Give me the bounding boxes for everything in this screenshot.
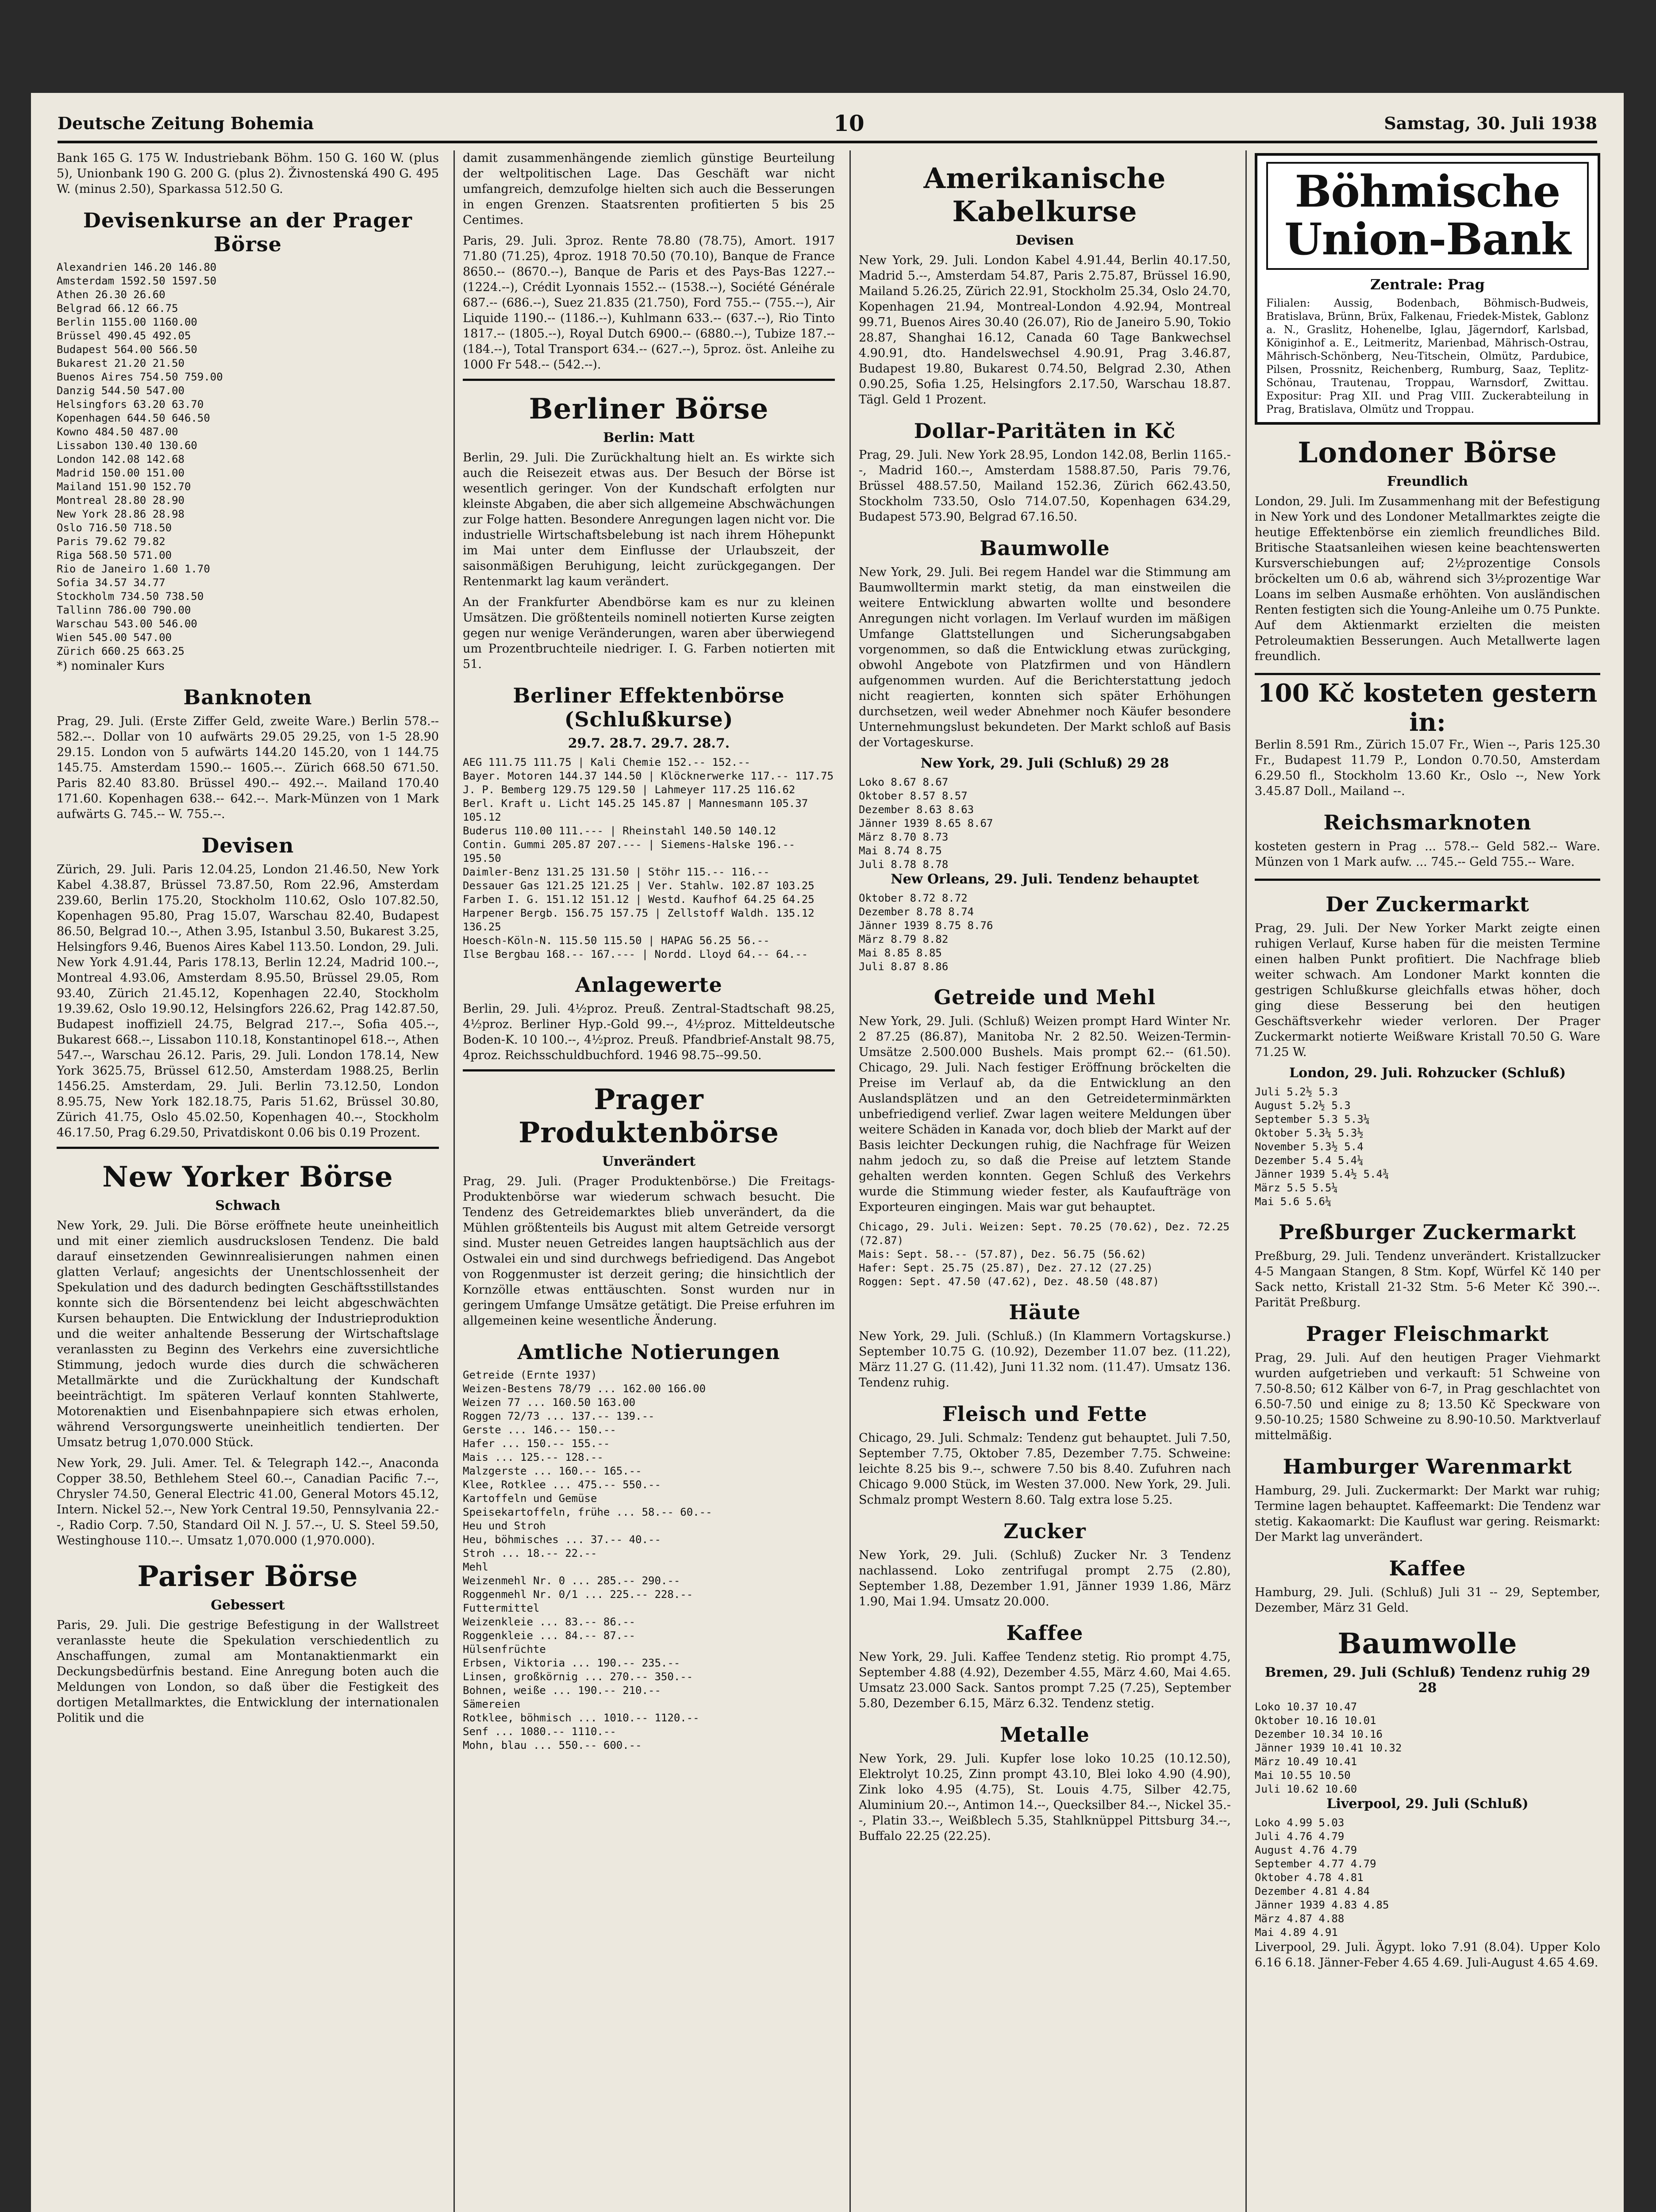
table-row: Oktober 10.16 10.01 (1255, 1714, 1376, 1727)
table-row: Loko 8.67 8.67 (859, 776, 949, 788)
devisen-table (57, 261, 439, 658)
table-row: März 8.70 8.73 (859, 831, 949, 843)
table-row: Warschau 543.00 546.00 (57, 618, 197, 630)
article-text: New York, 29. Juli. Bei regem Handel war die Stimmung am Baumwolltermin markt stetig, da man einstweilen die weitere Entwicklung abwarten wollte und besondere Anregungen nicht vorlagen. Im Verlauf wurden im mäßigen Umfange Glattstellungen und Sicherungsabgaben vorgenommen, so daß die Entwicklung etwas zurückging, obwohl Angebote von Platzfirmen und von Händlern aufgenommen wurden. Auf die Berichterstattung jedoch nicht reagierten, konnten sich später Erhöhungen durchsetzen, weil weder Abnehmer noch Käufer besondere Unternehmungslust bekundeten. Der Markt schloß auf Basis der Vortageskurse. (859, 565, 1231, 749)
ny-cotton-table (859, 776, 1231, 872)
table-row: Sämereien (463, 1698, 521, 1710)
section-subheading: Unverändert (602, 1154, 696, 1169)
table-row: Mai 4.89 4.91 (1255, 1926, 1338, 1939)
bank-branches: Filialen: Aussig, Bodenbach, Böhmisch-Budweis, Bratislava, Brünn, Brüx, Falkenau, Friedek-Mistek, Gablonz a. N., Graslitz, Hohenelbe, Iglau, Jägerndorf, Karlsbad, Königinhof a. E., Leitmeritz, Marienbad, Mährisch-Ostrau, Mährisch-Schönberg, Neu-Titschein, Olmütz, Pardubice, Pilsen, Prossnitz, Reichenberg, Rumburg, Saaz, Teplitz-Schönau, Trautenau, Troppau, Warnsdorf, Zwittau. Expositur: Prag XII. und Prag VIII. Zuckerabteilung in Prag, Bratislava, Olmütz und Troppau. (1266, 297, 1589, 415)
table-row: Mailand 151.90 152.70 (57, 480, 191, 493)
table-row: Harpener Bergb. 156.75 157.75 | Zellstoff Waldh. 135.12 136.25 (463, 907, 815, 933)
article-text: Hamburg, 29. Juli. (Schluß) Juli 31 -- 29, September, Dezember, März 31 Geld. (1255, 1586, 1600, 1615)
section-heading: Der Zuckermarkt (1326, 892, 1529, 916)
article-text: Chicago, 29. Juli. Schmalz: Tendenz gut behauptet. Juli 7.50, September 7.75, Oktober 7.85, Dezember 7.75. Schweine: leichte 8.25 bis 9.--, schwere 7.50 bis 8.40. Zufuhren nach Chicago 9.000 Stück, im Westen 37.000. New York, 29. Juli. Schmalz prompt Western 8.60. Talg extra lose 5.25. (859, 1431, 1231, 1507)
section-subheading: Schwach (215, 1198, 280, 1214)
table-row: Oktober 4.78 4.81 (1255, 1871, 1364, 1884)
table-row: Loko 10.37 10.47 (1255, 1701, 1357, 1713)
table-row: Jänner 1939 8.65 8.67 (859, 817, 993, 830)
table-header: 29.7. 28.7. 29.7. 28.7. (568, 736, 730, 751)
table-row: Paris 79.62 79.82 (57, 535, 165, 548)
table-row: Dezember 4.81 4.84 (1255, 1885, 1370, 1897)
table-row: Roggenmehl Nr. 0/1 ... 225.-- 228.-- (463, 1588, 693, 1601)
article-text: New York, 29. Juli. Kaffee Tendenz stetig. Rio prompt 4.75, September 4.88 (4.92), Dezember 4.55, März 4.60, Mai 4.65. Umsatz 23.000 Sack. Santos prompt 7.25 (7.25), September 5.80, Dezember 6.15, März 6.32. Tendenz stetig. (859, 1650, 1231, 1710)
table-row: Malzgerste ... 160.-- 165.-- (463, 1465, 642, 1477)
table-row: Getreide (Ernte 1937) (463, 1369, 597, 1381)
section-heading: Zucker (1003, 1519, 1086, 1543)
column-1 (49, 150, 447, 2212)
table-row: Madrid 150.00 151.00 (57, 467, 184, 479)
table-row: September 5.3 5.3¼ (1255, 1113, 1370, 1125)
table-row: Juli 4.76 4.79 (1255, 1830, 1345, 1843)
table-row: Kartoffeln und Gemüse (463, 1492, 597, 1505)
table-row: Rotklee, böhmisch ... 1010.-- 1120.-- (463, 1712, 699, 1724)
table-row: Mais ... 125.-- 128.-- (463, 1451, 603, 1463)
newspaper-title: Deutsche Zeitung Bohemia (58, 113, 314, 133)
article-text: Berlin, 29. Juli. Die Zurückhaltung hielt an. Es wirkte sich auch die Reisezeit etwas aus. Der Besuch der Börse ist wesentlich geringer. Von der Kundschaft erfolgten nur kleinste Abgaben, die aber sich allgemeine Abschwächungen zur Folge hatten. Besondere Anregungen lagen nicht vor. Die industrielle Wirtschaftsbelebung ist nach ihrem Höhepunkt im Mai unter dem Einflusse der Urlaubszeit, der saisonmäßigen Beruhigung, leicht zurückgegangen. Der Rentenmarkt lag kaum verändert. (463, 451, 835, 588)
table-row: Futtermittel (463, 1602, 540, 1614)
section-heading: Pariser Börse (137, 1560, 358, 1593)
column-4 (1245, 150, 1608, 2212)
article-text: Prag, 29. Juli. Auf den heutigen Prager Viehmarkt wurden aufgetrieben und verkauft: 51 Schweine von 7.50-8.50; 612 Kälber von 6-7, in Prag geschlachtet von 6.50-7.50 und einige zu 8; 13.50 Kč Speckware von 9.50-10.25; 1580 Schweine zu 8.90-10.50. Marktverlauf mittelmäßig. (1255, 1351, 1600, 1442)
article-text: Prag, 29. Juli. New York 28.95, London 142.08, Berlin 1165.--, Madrid 160.--, Amsterdam 1588.87.50, Paris 79.76, Brüssel 488.57.50, Mailand 152.36, Zürich 662.43.50, Stockholm 733.50, Oslo 714.07.50, Kopenhagen 634.29, Budapest 573.90, Belgrad 67.16.50. (859, 448, 1231, 524)
section-heading: Baumwolle (980, 536, 1110, 560)
table-header: Liverpool, 29. Juli (Schluß) (1326, 1796, 1529, 1812)
table-row: Weizenkleie ... 83.-- 86.-- (463, 1616, 636, 1628)
table-row: Danzig 544.50 547.00 (57, 384, 184, 397)
table-row: Hoesch-Köln-N. 115.50 115.50 | HAPAG 56.25 56.-- (463, 934, 770, 947)
section-heading: Metalle (1000, 1723, 1090, 1747)
article-text: New York, 29. Juli. (Schluß) Zucker Nr. 3 Tendenz nachlassend. Loko zentrifugal prompt 2.75 (2.80), September 1.88, Dezember 1.91, Jänner 1939 1.86, März 1.90, Mai 1.94. Umsatz 20.000. (859, 1548, 1231, 1609)
table-row: Farben I. G. 151.12 151.12 | Westd. Kaufhof 64.25 64.25 (463, 893, 815, 906)
divider (463, 1069, 835, 1071)
table-row: Roggen 72/73 ... 137.-- 139.-- (463, 1410, 655, 1422)
section-heading: Hamburger Warenmarkt (1283, 1455, 1572, 1479)
table-row: Heu und Stroh (463, 1520, 546, 1532)
section-heading: Häute (1009, 1300, 1081, 1324)
table-row: Berl. Kraft u. Licht 145.25 145.87 | Mannesmann 105.37 105.12 (463, 797, 808, 823)
table-row: Kopenhagen 644.50 646.50 (57, 412, 210, 424)
table-row: Speisekartoffeln, frühe ... 58.-- 60.-- (463, 1506, 712, 1518)
table-row: März 5.5 5.5¼ (1255, 1182, 1338, 1194)
section-heading: Anlagewerte (575, 973, 722, 997)
table-row: Weizen 77 ... 160.50 163.00 (463, 1396, 636, 1409)
section-heading: Amtliche Notierungen (517, 1340, 780, 1364)
table-row: Mohn, blau ... 550.-- 600.-- (463, 1739, 642, 1751)
table-row: AEG 111.75 111.75 | Kali Chemie 152.-- 152.-- (463, 756, 751, 768)
table-row: Kowno 484.50 487.00 (57, 426, 178, 438)
section-heading: Berliner Börse (529, 392, 769, 426)
bank-headquarters: Zentrale: Prag (1370, 276, 1485, 293)
section-heading: Devisen (201, 833, 294, 857)
table-row: Dezember 10.34 10.16 (1255, 1728, 1383, 1740)
table-row: Dezember 8.78 8.74 (859, 906, 974, 918)
divider (463, 379, 835, 381)
section-heading: Preßburger Zuckermarkt (1279, 1220, 1576, 1244)
table-row: Roggen: Sept. 47.50 (47.62), Dez. 48.50 (48.87) (859, 1275, 1160, 1288)
table-row: August 5.2½ 5.3 (1255, 1099, 1351, 1112)
article-text: New York, 29. Juli. Die Börse eröffnete heute uneinheitlich und mit einer ziemlich ausdruckslosen Tendenz. Die bald darauf einsetzenden Gewinnrealisierungen nahmen einen glatten Verlauf; angesichts der Unentschlossenheit der Spekulation und des dadurch bedingten Geschäftsstillstandes konnte sich die Börsentendenz bei leicht abgeschwächten Kursen behaupten. Die Entwicklung der Industrieproduktion und die weiter anhaltende Besserung der Wirtschaftslage veranlassten zu Beginn des Verkehrs eine zuversichtliche Stimmung, jedoch wurde dies durch die schwächeren Metallmärkte und die Zurückhaltung der Kundschaft beeinträchtigt. Im späteren Verlauf konnten Stahlwerte, Motorenaktien und Eisenbahnpapiere sich etwas erholen, während Versorgungswerte uneinheitlich tendierten. Der Umsatz betrug 1,070.000 Stück. (57, 1219, 439, 1449)
table-row: Athen 26.30 26.60 (57, 288, 165, 301)
table-row: London 142.08 142.68 (57, 453, 184, 465)
article-text: New York, 29. Juli. London Kabel 4.91.44, Berlin 40.17.50, Madrid 5.--, Amsterdam 54.87, Paris 2.75.87, Brüssel 16.90, Mailand 5.26.25, Zürich 22.91, Stockholm 25.34, Oslo 24.70, Kopenhagen 21.94, Montreal-London 4.92.94, Montreal 99.71, Buenos Aires 30.40 (26.07), Rio de Janeiro 5.90, Tokio 28.87, Shanghai 16.12, Canada 60 Tage Bankwechsel 4.90.91, dto. Handelswechsel 4.90.91, Prag 3.46.87, Budapest 19.80, Bukarest 0.74.50, Belgrad 2.30, Athen 0.90.25, Sofia 1.25, Helsingfors 2.17.50, Warschau 18.87. Tägl. Geld 1 Prozent. (859, 253, 1231, 407)
section-subheading: Gebessert (211, 1598, 285, 1613)
table-row: Riga 568.50 571.00 (57, 549, 172, 561)
amtlich-table (463, 1368, 835, 1752)
article-text: Bank 165 G. 175 W. Industriebank Böhm. 150 G. 160 W. (plus 5), Unionbank 190 G. 200 G. (plus 2). Živnostenská 490 G. 495 W. (minus 2.50), Sparkassa 512.50 G. (57, 151, 439, 196)
section-heading: Londoner Börse (1298, 436, 1557, 469)
table-row: Juli 8.78 8.78 (859, 858, 949, 871)
table-row: Mehl (463, 1561, 488, 1573)
issue-date: Samstag, 30. Juli 1938 (1384, 113, 1597, 133)
table-row: Budapest 564.00 566.50 (57, 343, 197, 356)
table-row: Juli 5.2½ 5.3 (1255, 1086, 1338, 1098)
table-row: Mai 8.85 8.85 (859, 947, 942, 959)
article-text: Paris, 29. Juli. Die gestrige Befestigung in der Wallstreet veranlasste heute die Spekulation verschiedentlich zu Anschaffungen, zumal am Montanaktienmarkt ein Deckungsbedürfnis bestand. Eine Anregung boten auch die Meldungen von London, so daß über die Festigkeit des dortigen Metallmarktes, die Entwicklung der internationalen Politik und die (57, 1618, 439, 1725)
article-text: damit zusammenhängende ziemlich günstige Beurteilung der weltpolitischen Lage. Das Geschäft war nicht umfangreich, demzufolge hielten sich auch die Besserungen in engen Grenzen. Staatsrenten profitierten 5 bis 25 Centimes. (463, 151, 835, 227)
table-row: Mai 10.55 10.50 (1255, 1769, 1351, 1782)
section-heading: Banknoten (183, 685, 312, 709)
liverpool-table (1255, 1816, 1600, 1939)
table-row: Senf ... 1080.-- 1110.-- (463, 1725, 616, 1738)
table-header: Bremen, 29. Juli (Schluß) Tendenz ruhig 29 28 (1264, 1665, 1591, 1696)
no-cotton-table (859, 891, 1231, 974)
table-row: März 4.87 4.88 (1255, 1912, 1345, 1925)
table-row: Juli 10.62 10.60 (1255, 1783, 1357, 1795)
article-text: Berlin, 29. Juli. 4½proz. Preuß. Zentral-Stadtschaft 98.25, 4½proz. Berliner Hyp.-Gold 99.--, 4½proz. Mitteldeutsche Boden-K. 10 100.--, 4½proz. Preuß. Pfandbrief-Anstalt 98.75, 4proz. Reichsschuldbuchford. 1946 98.75--99.50. (463, 1002, 835, 1062)
table-row: Lissabon 130.40 130.60 (57, 439, 197, 452)
table-row: Ilse Bergbau 168.-- 167.--- | Nordd. Lloyd 64.-- 64.-- (463, 948, 808, 960)
table-row: Klee, Rotklee ... 475.-- 550.-- (463, 1479, 661, 1491)
table-row: Daimler-Benz 131.25 131.50 | Stöhr 115.-- 116.-- (463, 866, 770, 878)
section-heading: Berliner Effektenbörse (Schlußkurse) (513, 684, 785, 731)
section-heading: Reichsmarknoten (1323, 810, 1532, 834)
table-row: Montreal 28.80 28.90 (57, 494, 184, 507)
table-row: November 5.3½ 5.4 (1255, 1141, 1364, 1153)
table-row: Mai 8.74 8.75 (859, 845, 942, 857)
table-row: Heu, böhmisches ... 37.-- 40.-- (463, 1533, 661, 1546)
london-sugar-table (1255, 1085, 1600, 1209)
table-row: Bayer. Motoren 144.37 144.50 | Klöcknerwerke 117.-- 117.75 (463, 770, 834, 782)
table-row: Stockholm 734.50 738.50 (57, 590, 204, 603)
table-row: Alexandrien 146.20 146.80 (57, 261, 217, 273)
page-number: 10 (834, 110, 865, 136)
table-row: Bohnen, weiße ... 190.-- 210.-- (463, 1684, 661, 1697)
section-subheading: Devisen (1015, 233, 1074, 248)
kc-title: 100 Kč kosteten gestern in: (1257, 679, 1598, 737)
table-row: Jänner 1939 8.75 8.76 (859, 919, 993, 932)
table-row: Hülsenfrüchte (463, 1643, 546, 1655)
bank-advertisement (1255, 153, 1600, 425)
table-row: Juli 8.87 8.86 (859, 960, 949, 973)
newspaper-page (31, 93, 1624, 2212)
table-row: Stroh ... 18.-- 22.-- (463, 1547, 597, 1559)
article-text: kosteten gestern in Prag ... 578.-- Geld 582.-- Ware. Münzen von 1 Mark aufw. ... 745.-- Geld 755.-- Ware. (1255, 840, 1600, 869)
table-row: Jänner 1939 5.4½ 5.4¾ (1255, 1168, 1389, 1180)
article-text: New York, 29. Juli. (Schluß.) (In Klammern Vortagskurse.) September 10.75 G. (10.92), Dezember 11.07 bez. (11.22), März 11.27 G. (11.42), Juni 11.32 nom. (11.47). Umsatz 136. Tendenz ruhig. (859, 1329, 1231, 1390)
table-row: Amsterdam 1592.50 1597.50 (57, 275, 217, 287)
article-text: London, 29. Juli. Im Zusammenhang mit der Befestigung in New York und des Londoner Metallmarktes zeigte die heutige Effektenbörse ein ziemlich freundliches Bild. Britische Staatsanleihen wiesen keine beachtenswerten Kursverschiebungen auf; 2½prozentige Consols bröckelten um 0.6 ab, während sich 3½prozentige War Loans im selben Ausmaße erhöhten. Von ausländischen Renten festigten sich die Young-Anleihe um 0.75 Punkte. Auf dem Aktienmarkt erzielten die meisten Petroleumaktien Besserungen. Auch Metallwerte lagen freundlich. (1255, 495, 1600, 663)
table-row: New York 28.86 28.98 (57, 508, 184, 520)
table-row: Oslo 716.50 718.50 (57, 522, 172, 534)
table-header: New Orleans, 29. Juli. Tendenz behauptet (891, 872, 1199, 887)
table-row: Mais: Sept. 58.-- (57.87), Dez. 56.75 (56.62) (859, 1248, 1147, 1260)
table-row: Oktober 8.72 8.72 (859, 892, 968, 904)
column-2 (453, 150, 843, 2212)
article-text: An der Frankfurter Abendbörse kam es nur zu kleinen Umsätzen. Die größtenteils nominell notierten Kurse zeigten gegen nur wenige Veränderungen, waren aber überwiegend um Prozentbruchteile niedriger. I. G. Farben notierten mit 51. (463, 595, 835, 671)
table-row: Rio de Janeiro 1.60 1.70 (57, 563, 210, 575)
article-text: New York, 29. Juli. (Schluß) Weizen prompt Hard Winter Nr. 2 87.25 (86.87), Manitoba Nr. 2 82.50. Weizen-Termin-Umsätze 2.500.000 Bushels. Mais prompt 62.-- (61.50). Chicago, 29. Juli. Nach festiger Eröffnung bröckelten die Preise im Verlauf ab, da die Entwicklung an den Auslandsplätzen und an den Getreideterminmärkten unbefriedigend verlief. Zwar lagen weitere Meldungen über weitere Schäden in Kanada vor, doch blieb der Markt auf der Basis leichter Deckungen ruhig, die Nachfrage für Weizen nahm jedoch zu, so daß die Preise auf letztem Stande gehalten werden konnten. Gegen Schluß des Verkehrs wurde die Stimmung wieder fester, als Kaufaufträge von Exporteuren eingingen. Mais war gut behauptet. (859, 1014, 1231, 1214)
table-row: Hafer ... 150.-- 155.-- (463, 1437, 610, 1450)
footnote: *) nominaler Kurs (57, 659, 165, 673)
section-heading: Dollar-Paritäten in Kč (914, 419, 1176, 443)
article-text: Prag, 29. Juli. (Prager Produktenbörse.) Die Freitags-Produktenbörse war wiederum schwach besucht. Die Tendenz des Getreidemarktes blieb unverändert, da die Mühlen größtenteils bis August mit altem Getreide versorgt sind. Muster neuen Getreides langen hauptsächlich aus der Ostwalei ein und sind durchwegs befriedigend. Das Angebot von Roggenmuster ist derzeit gering; die hinsichtlich der Kornzölle etwas enttäuschten. Sonst wurden nur in geringem Umfange Umsätze getätigt. Die Preise erfuhren im allgemeinen keine wesentliche Änderung. (463, 1175, 835, 1328)
article-text: New York, 29. Juli. Kupfer lose loko 10.25 (10.12.50), Elektrolyt 10.25, Zinn prompt 43.10, Blei loko 4.90 (4.90), Zink loko 4.95 (4.75), St. Louis 4.75, Silber 42.75, Aluminium 20.--, Antimon 14.--, Quecksilber 84.--, Nickel 35.--, Platin 33.--, Weißblech 5.35, Stahlknüppel Pittsburg 34.--, Buffalo 22.25 (22.25). (859, 1752, 1231, 1843)
section-heading: Baumwolle (1337, 1627, 1518, 1660)
article-text: Zürich, 29. Juli. Paris 12.04.25, London 21.46.50, New York Kabel 4.38.87, Brüssel 73.87.50, Rom 22.96, Amsterdam 239.60, Berlin 175.20, Stockholm 110.62, Oslo 107.82.50, Kopenhagen 95.80, Prag 15.07, Warschau 82.40, Budapest 86.50, Belgrad 10.--, Athen 3.95, Istanbul 3.50, Bukarest 3.25, Helsingfors 9.46, Buenos Aires Kabel 113.50. London, 29. Juli. New York 4.91.44, Paris 178.13, Berlin 12.24, Madrid 100.--, Montreal 4.93.06, Amsterdam 8.95.50, Brüssel 29.05, Rom 93.40, Zürich 21.45.12, Kopenhagen 22.40, Stockholm 19.39.62, Oslo 19.90.12, Helsingfors 226.62, Prag 142.87.50, Budapest inoffiziell 24.75, Belgrad 217.--, Sofia 405.--, Bukarest 668.--, Lissabon 110.18, Konstantinopel 618.--, Athen 547.--, Warschau 26.12. Paris, 29. Juli. London 178.14, New York 3625.75, Brüssel 612.50, Amsterdam 1988.25, Berlin 1456.25. Amsterdam, 29. Juli. Berlin 73.12.50, London 8.95.75, New York 182.18.75, Paris 51.62, Brüssel 30.80, Zürich 41.75, Oslo 45.02.50, Kopenhagen 40.--, Stockholm 46.17.50, Prag 6.29.50, Privatdiskont 0.06 bis 0.19 Prozent. (57, 863, 439, 1140)
table-row: Helsingfors 63.20 63.70 (57, 398, 204, 411)
table-row: Dezember 8.63 8.63 (859, 803, 974, 816)
table-row: Bukarest 21.20 21.50 (57, 357, 184, 369)
section-subheading: Freundlich (1387, 474, 1468, 489)
article-text: Paris, 29. Juli. 3proz. Rente 78.80 (78.75), Amort. 1917 71.80 (71.25), 4proz. 1918 70.50 (70.10), Banque de France 8650.-- (8670.--), Banque de Paris et des Pays-Bas 1227.-- (1224.--), Crédit Lyonnais 1552.-- (1538.--), Société Générale 687.-- (686.--), Suez 21.835 (21.750), Ford 755.-- (755.--), Air Liquide 1190.-- (1186.--), Kuhlmann 633.-- (637.--), Rio Tinto 1817.-- (1805.--), Royal Dutch 6900.-- (6880.--), Tubize 187.-- (184.--), Total Transport 634.-- (627.--), 5proz. öst. Anleihe zu 1000 Fr 548.-- (542.--). (463, 234, 835, 372)
table-row: Weizen-Bestens 78/79 ... 162.00 166.00 (463, 1382, 706, 1395)
kc-box (1255, 673, 1600, 881)
table-row: Dessauer Gas 121.25 121.25 | Ver. Stahlw. 102.87 103.25 (463, 879, 815, 892)
page-header (58, 110, 1597, 136)
article-text: Prag, 29. Juli. Der New Yorker Markt zeigte einen ruhigen Verlauf, Kurse haben für die meisten Termine einen halben Punkt profitiert. Die Nachfrage blieb weiter schwach. Am Londoner Markt konnten die gestrigen Schlußkurse gleichfalls etwas höher, doch ging diese Besserung bei den heutigen Geschäftsverkehr wieder verloren. Der Prager Zuckermarkt notierte Weißware Kristall 70.50 G. Ware 71.25 W. (1255, 922, 1600, 1059)
table-row: März 10.49 10.41 (1255, 1755, 1357, 1768)
table-row: Chicago, 29. Juli. Weizen: Sept. 70.25 (70.62), Dez. 72.25 (72.87) (859, 1221, 1230, 1247)
table-row: Erbsen, Viktoria ... 190.-- 235.-- (463, 1657, 680, 1669)
table-row: Linsen, großkörnig ... 270.-- 350.-- (463, 1671, 693, 1683)
table-row: Belgrad 66.12 66.75 (57, 302, 178, 315)
table-row: März 8.79 8.82 (859, 933, 949, 945)
section-heading: Amerikanische Kabelkurse (923, 162, 1166, 228)
section-heading: Fleisch und Fette (942, 1402, 1148, 1426)
article-text: Hamburg, 29. Juli. Zuckermarkt: Der Markt war ruhig; Termine lagen behauptet. Kaffeemarkt: Die Tendenz war stetig. Kakaomarkt: Die Kauflust war gering. Reismarkt: Der Markt lag unverändert. (1255, 1484, 1600, 1544)
divider (57, 1147, 439, 1149)
table-row: Zürich 660.25 663.25 (57, 645, 184, 657)
table-row: September 4.77 4.79 (1255, 1858, 1376, 1870)
table-row: Weizenmehl Nr. 0 ... 285.-- 290.-- (463, 1575, 680, 1587)
section-heading: Kaffee (1389, 1556, 1466, 1580)
section-heading: Devisenkurse an der Prager Börse (83, 208, 412, 256)
section-subheading: Berlin: Matt (603, 430, 695, 445)
section-heading: Kaffee (1006, 1621, 1084, 1645)
section-heading: New Yorker Börse (102, 1160, 393, 1194)
section-heading: Prager Produktenbörse (519, 1083, 779, 1149)
section-heading: Prager Fleischmarkt (1306, 1322, 1549, 1346)
table-row: Buenos Aires 754.50 759.00 (57, 371, 223, 383)
chicago-table (859, 1220, 1231, 1289)
table-row: Wien 545.00 547.00 (57, 631, 172, 644)
table-row: Dezember 5.4 5.4¼ (1255, 1154, 1364, 1167)
table-row: Berlin 1155.00 1160.00 (57, 316, 197, 328)
table-row: Loko 4.99 5.03 (1255, 1816, 1345, 1829)
header-rule (58, 141, 1597, 143)
table-row: Gerste ... 146.-- 150.-- (463, 1424, 616, 1436)
article-text: Berlin 8.591 Rm., Zürich 15.07 Fr., Wien --, Paris 125.30 Fr., Budapest 11.79 P., London 0.70.50, Amsterdam 6.29.50 fl., Stockholm 13.60 Kr., Oslo --, New York 3.45.87 Doll., Mailand --. (1255, 738, 1600, 798)
article-text: Prag, 29. Juli. (Erste Ziffer Geld, zweite Ware.) Berlin 578.-- 582.--. Dollar von 10 aufwärts 29.05 29.25, von 1-5 28.90 29.15. London von 5 aufwärts 144.20 145.20, von 1 144.75 145.75. Amsterdam 1590.-- 1605.--. Zürich 668.50 671.50. Paris 82.40 83.80. Brüssel 490.-- 492.--. Mailand 170.40 171.60. Kopenhagen 638.-- 642.--. Mark-Münzen von 1 Mark aufwärts G. 745.-- W. 755.--. (57, 714, 439, 821)
table-row: Sofia 34.57 34.77 (57, 576, 165, 589)
table-row: Brüssel 490.45 492.05 (57, 330, 191, 342)
article-text: New York, 29. Juli. Amer. Tel. & Telegraph 142.--, Anaconda Copper 38.50, Bethlehem Steel 60.--, Canadian Pacific 7.--, Chrysler 74.50, General Electric 41.00, General Motors 45.12, Intern. Nickel 52.--, New York Central 19.50, Pennsylvania 22.--, Radio Corp. 7.50, Standard Oil N. J. 57.--, U. S. Steel 59.50, Westinghouse 110.--. Umsatz 1,070.000 (1,970.000). (57, 1456, 439, 1548)
table-row: Oktober 8.57 8.57 (859, 790, 968, 802)
table-row: Tallinn 786.00 790.00 (57, 604, 191, 616)
table-row: Jänner 1939 4.83 4.85 (1255, 1899, 1389, 1911)
table-row: Contin. Gummi 205.87 207.--- | Siemens-Halske 196.-- 195.50 (463, 838, 795, 864)
table-header: London, 29. Juli. Rohzucker (Schluß) (1289, 1065, 1566, 1081)
column-3 (849, 150, 1239, 2212)
table-header: New York, 29. Juli (Schluß) 29 28 (920, 756, 1169, 771)
table-row: Roggenkleie ... 84.-- 87.-- (463, 1629, 636, 1642)
section-heading: Getreide und Mehl (934, 985, 1156, 1009)
bremen-table (1255, 1700, 1600, 1796)
table-row: Buderus 110.00 111.--- | Rheinstahl 140.50 140.12 (463, 825, 776, 837)
table-row: Oktober 5.3¼ 5.3½ (1255, 1127, 1364, 1139)
table-row: Jänner 1939 10.41 10.32 (1255, 1742, 1402, 1754)
effekten-table (463, 756, 835, 961)
table-row: Mai 5.6 5.6¼ (1255, 1195, 1332, 1208)
bank-name: Böhmische Union-Bank (1266, 162, 1589, 270)
article-text: Liverpool, 29. Juli. Ägypt. loko 7.91 (8.04). Upper Kolo 6.16 6.18. Jänner-Feber 4.65 4.69. Juli-August 4.65 4.69. (1255, 1940, 1600, 1970)
table-row: Hafer: Sept. 25.75 (25.87), Dez. 27.12 (27.25) (859, 1262, 1153, 1274)
table-row: August 4.76 4.79 (1255, 1844, 1357, 1856)
table-row: J. P. Bemberg 129.75 129.50 | Lahmeyer 117.25 116.62 (463, 783, 795, 796)
article-text: Preßburg, 29. Juli. Tendenz unverändert. Kristallzucker 4-5 Mangaan Stangen, 8 Stm. Kopf, Würfel Kč 140 per Sack netto, Kristall 21-32 Stm. 5-6 Meter Kč 390.--. Parität Preßburg. (1255, 1249, 1600, 1310)
